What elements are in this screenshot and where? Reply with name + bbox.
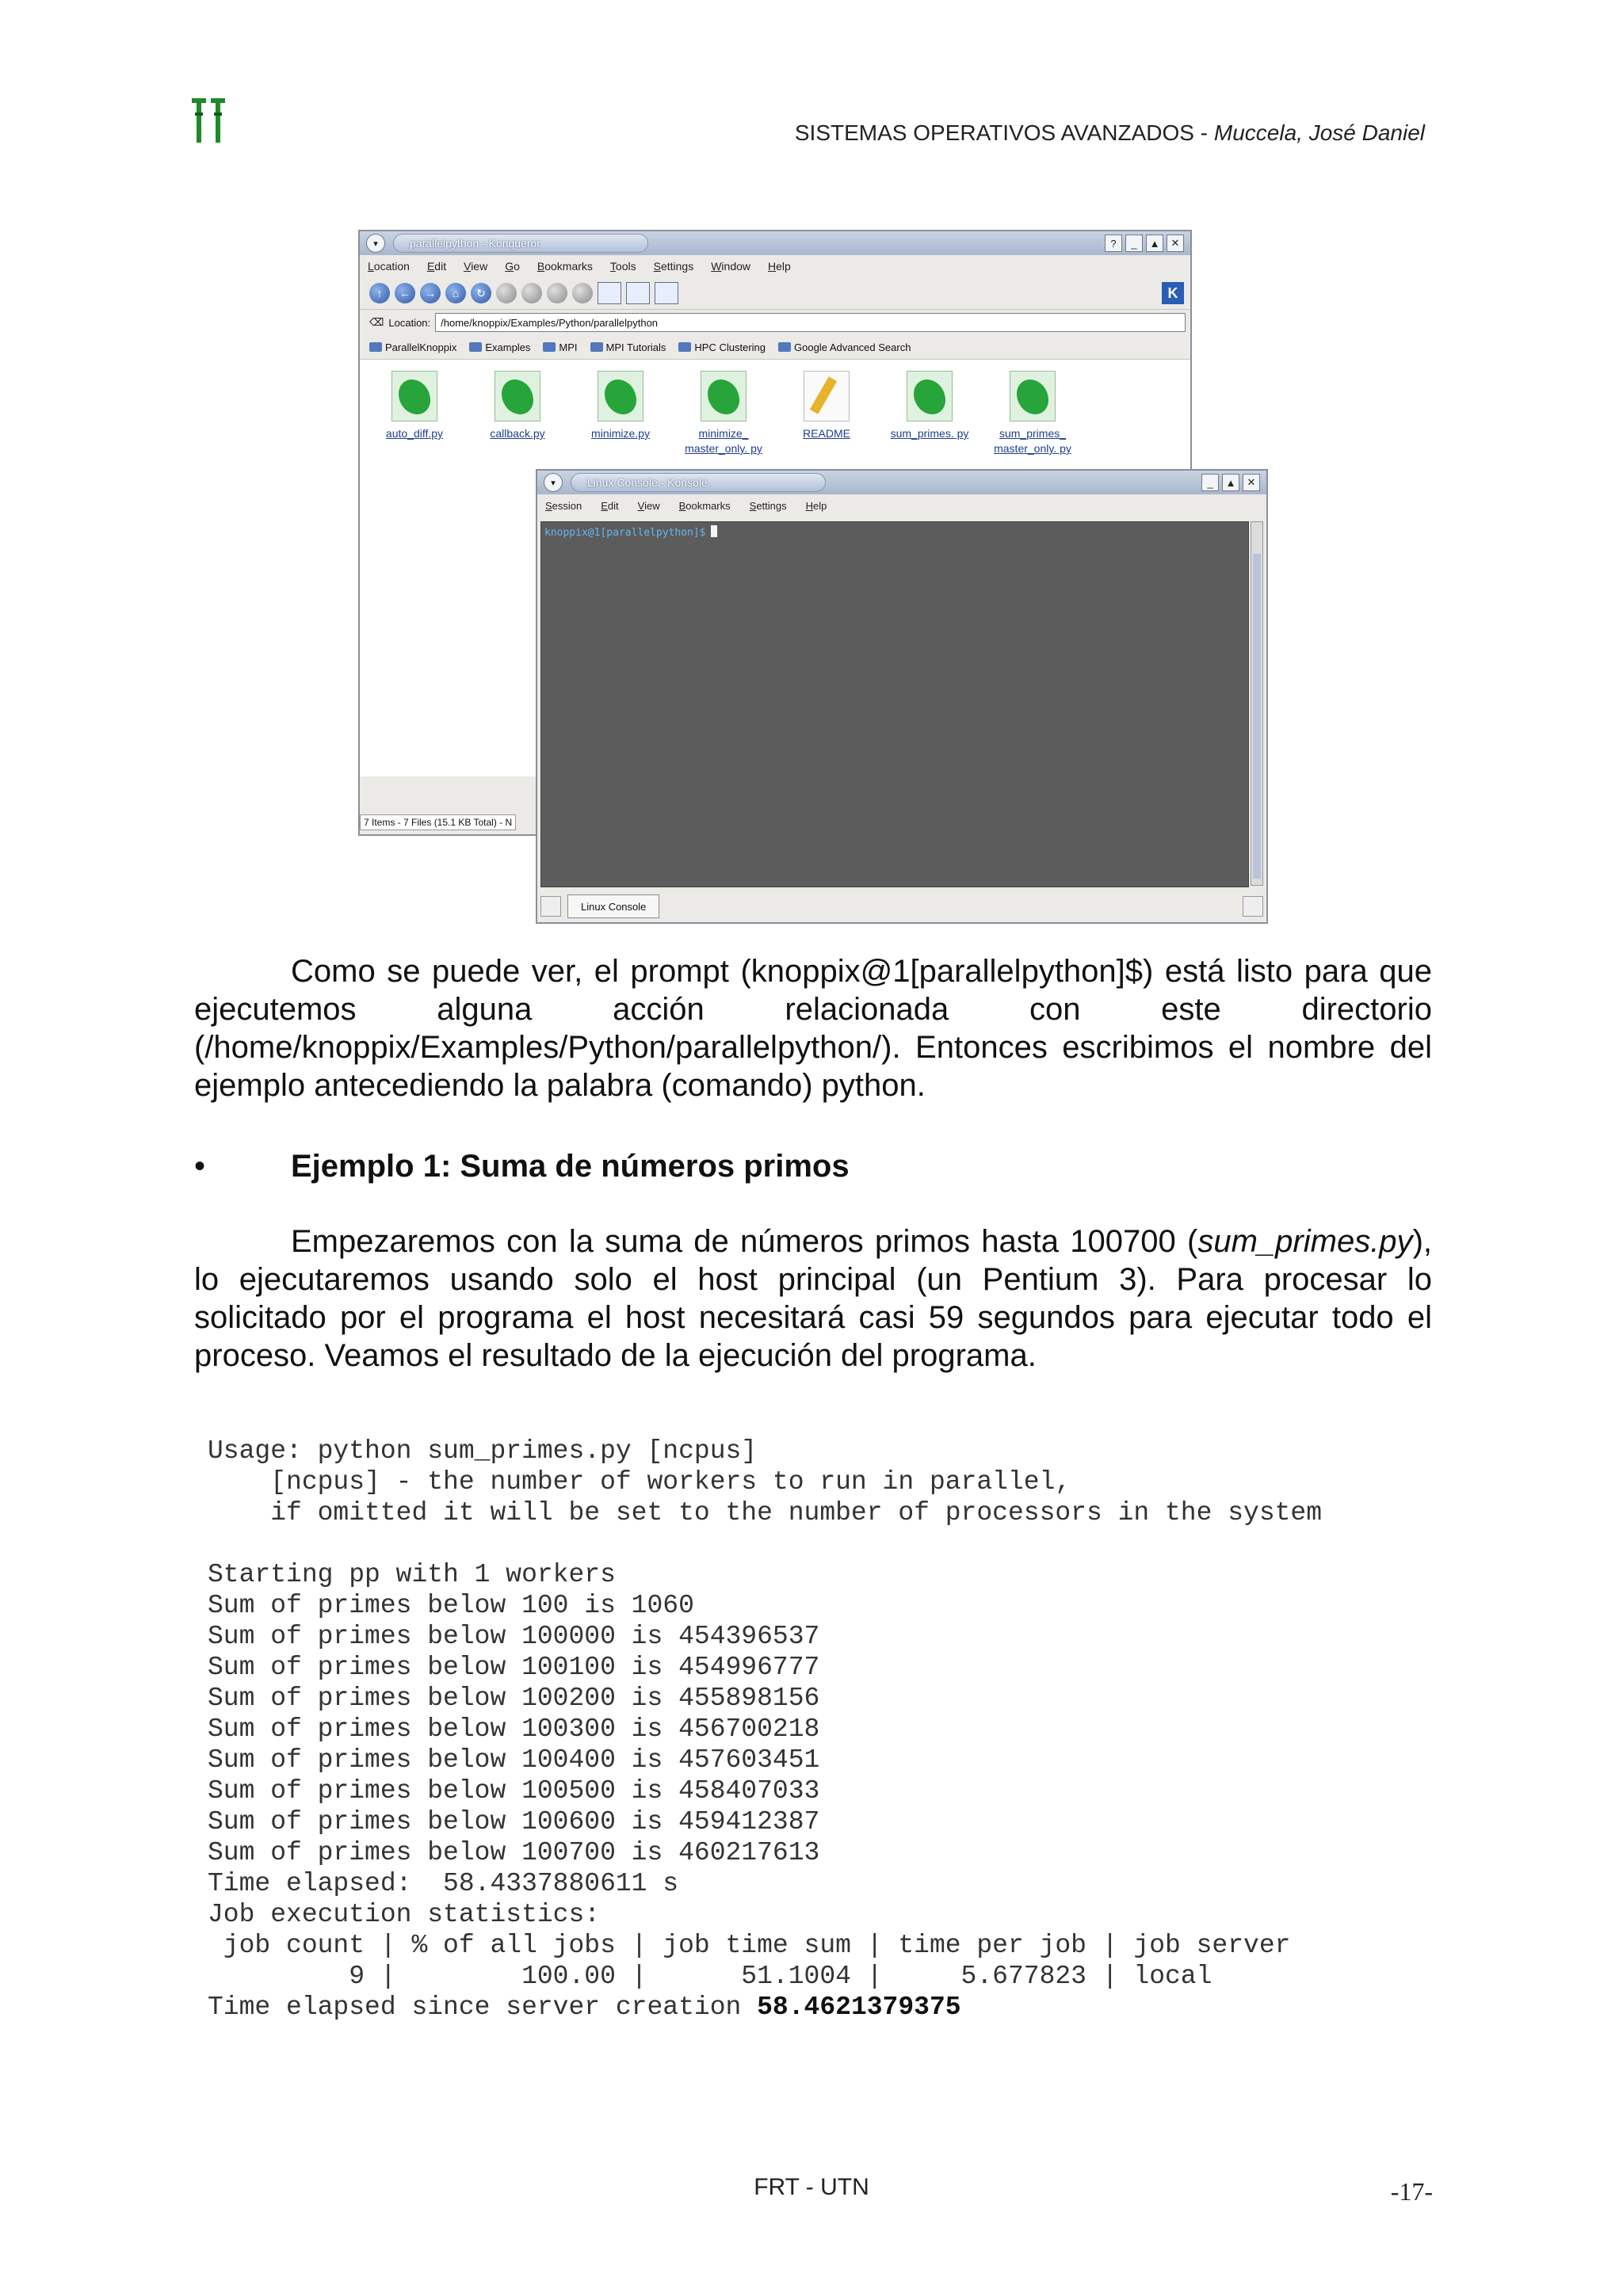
konqueror-menubar [360, 255, 1190, 277]
python-file-icon [907, 371, 953, 421]
output-lines: Usage: python sum_primes.py [ncpus] [ncpus] - the number of workers to run in parallel, if omitted it will be set to the number of processors in the system Starting pp with 1 workers Sum of primes below 100 is 1060 Sum of primes below 100000 is 454396537 Sum of primes below 100100 is 454996777 Sum of primes below 100200 is 455898156 Sum of primes below 100300 is 456700218 Sum of primes below 100400 is 457603451 Sum of primes below 100500 is 458407033 Sum of primes below 100600 is 459412387 Sum of primes below 100700 is 460217613 Time elapsed: 58.4337880611 s Job execution statistics: job count | % of all jobs | job time sum | time per job | job server 9 | 100.00 | 51.1004 | 5.677823 | local [208, 1436, 1323, 1991]
zoom-out-icon [572, 283, 593, 303]
new-session-icon [540, 896, 561, 917]
bookmark-label: MPI Tutorials [605, 341, 666, 353]
bookmark-item [543, 341, 577, 353]
page-number: -17- [1390, 2177, 1433, 2206]
icon-view-icon [598, 282, 621, 304]
clear-location-icon: ⌫ [369, 316, 384, 328]
menu-go: Go [505, 260, 520, 273]
bookmark-label: HPC Clustering [694, 341, 766, 353]
file-name: auto_diff.py [385, 427, 444, 440]
file-item [474, 371, 561, 441]
file-name: minimize.py [591, 427, 650, 440]
konsole-tabbar [540, 892, 1263, 921]
python-file-icon [598, 371, 643, 421]
python-file-icon [1010, 371, 1056, 421]
bookmark-item [678, 341, 766, 353]
para2-filename: sum_primes.py [1197, 1224, 1413, 1259]
up-icon: ↑ [369, 283, 390, 303]
konsole-titlebar [537, 471, 1266, 494]
file-item [577, 371, 664, 441]
menu-help: Help [805, 499, 827, 512]
bookmark-label: Examples [485, 341, 531, 353]
folder-icon [590, 342, 603, 352]
close-session-icon [1243, 896, 1263, 917]
back-icon: ← [395, 283, 415, 303]
tab-linux-console: Linux Console [567, 894, 659, 918]
python-file-icon [701, 371, 747, 421]
detail-view-icon [655, 282, 678, 304]
reload-icon: ↻ [471, 283, 491, 303]
cursor [711, 525, 717, 537]
para2-part-b: ), lo ejecutaremos usando solo el host principal (un Pentium 3). Para procesar lo solicitado por el programa el host necesitará casi 59 segundos para ejecutar todo el proceso. Veamos el resultado de la ejecución del programa. [194, 1224, 1432, 1373]
home-icon: ⌂ [445, 283, 466, 303]
bookmarks-bar [360, 335, 1190, 360]
file-name: minimize_ master_only. py [685, 427, 762, 455]
menu-bookmarks: Bookmarks [678, 499, 731, 512]
menu-tools: Tools [609, 260, 636, 273]
paragraph-prompt: Como se puede ver, el prompt (knoppix@1[parallelpython]$) está listo para que ejecutemos alguna acción relacionada con este directorio (/home/knoppix/Examples/Python/parallelpython/). Entonces escribimos el nombre del ejemplo antecediendo la palabra (comando) python. [194, 954, 1432, 1103]
prompt-text: knoppix@1[parallelpython]$ [544, 527, 706, 539]
bullet-symbol: • [194, 1149, 206, 1184]
bookmark-item [469, 341, 530, 353]
output-last-line-prefix: Time elapsed since server creation [208, 1993, 758, 2022]
text-file-icon [804, 371, 850, 421]
output-last-line-value: 58.4621379375 [757, 1993, 961, 2022]
konsole-window [536, 469, 1268, 924]
menu-view: View [464, 260, 488, 273]
menu-help: Help [768, 260, 791, 273]
program-output [208, 1436, 1322, 2023]
maximize-icon: ▲ [1146, 235, 1163, 252]
list-view-icon [626, 282, 650, 304]
konsole-title: Linux Console - Konsole [571, 473, 826, 492]
menu-settings: Settings [749, 499, 787, 512]
location-label: Location: [388, 316, 431, 329]
menu-edit: Edit [601, 499, 619, 512]
bookmark-item [778, 341, 911, 353]
stop-icon [496, 283, 517, 303]
location-field: /home/knoppix/Examples/Python/parallelpython [435, 313, 1186, 332]
konsole-menubar [537, 494, 1266, 517]
terminal-prompt [544, 525, 717, 539]
menu-window: Window [711, 260, 751, 273]
window-menu-icon: ▾ [544, 473, 563, 492]
menu-view: View [637, 499, 660, 512]
page-header [795, 120, 1425, 146]
python-file-icon [495, 371, 540, 421]
para2-part-a: Empezaremos con la suma de números primos hasta 100700 ( [291, 1224, 1198, 1259]
folder-icon [369, 342, 382, 352]
file-name: README [803, 427, 850, 440]
close-icon: ✕ [1167, 235, 1184, 252]
konqueror-title: parallelpython - Konqueror [393, 234, 648, 253]
section-title: Ejemplo 1: Suma de números primos [291, 1149, 850, 1184]
konqueror-toolbar [360, 277, 1190, 310]
bookmark-item [590, 341, 666, 353]
file-name: callback.py [490, 427, 545, 440]
menu-bookmarks: Bookmarks [537, 260, 593, 273]
help-icon: ? [1105, 235, 1122, 252]
window-menu-icon: ▾ [366, 234, 385, 253]
header-author: Muccela, José Daniel [1213, 120, 1425, 145]
header-title: SISTEMAS OPERATIVOS AVANZADOS - [794, 120, 1214, 145]
maximize-icon: ▲ [1222, 474, 1239, 491]
folder-icon [543, 342, 556, 352]
menu-settings: Settings [653, 260, 694, 273]
terminal-scrollbar [1251, 521, 1263, 886]
bookmark-label: Google Advanced Search [794, 341, 911, 353]
close-icon: ✕ [1243, 474, 1260, 491]
section-heading [194, 1147, 850, 1185]
folder-icon [469, 342, 482, 352]
forward-icon: → [420, 283, 441, 303]
file-item [989, 371, 1076, 456]
menu-session: Session [545, 499, 582, 512]
konqueror-titlebar [360, 231, 1190, 255]
minimize-icon: _ [1125, 235, 1143, 252]
terminal-area [540, 521, 1249, 887]
file-item [886, 371, 973, 441]
footer-center: FRT - UTN [754, 2174, 869, 2200]
file-item [680, 371, 767, 456]
file-item [371, 371, 458, 441]
zoom-in-icon [547, 283, 567, 303]
file-name: sum_primes. py [890, 427, 969, 440]
python-file-icon [391, 371, 437, 421]
bookmark-item [369, 341, 456, 353]
konqueror-statusbar: 7 Items - 7 Files (15.1 KB Total) - N [360, 814, 516, 830]
file-item [783, 371, 870, 441]
utn-logo-icon [190, 95, 227, 146]
embedded-screenshot [357, 228, 1276, 924]
minimize-icon: _ [1201, 474, 1219, 491]
kde-logo-icon: K [1162, 282, 1184, 304]
location-bar [360, 310, 1190, 335]
print-icon [521, 283, 542, 303]
bookmark-label: ParallelKnoppix [385, 341, 457, 353]
google-icon [778, 342, 791, 352]
menu-location: Location [368, 260, 410, 273]
menu-edit: Edit [426, 260, 447, 273]
bookmark-label: MPI [559, 341, 578, 353]
paragraph-example [194, 1222, 1432, 1375]
folder-icon [678, 342, 691, 352]
file-name: sum_primes_ master_only. py [994, 427, 1071, 455]
